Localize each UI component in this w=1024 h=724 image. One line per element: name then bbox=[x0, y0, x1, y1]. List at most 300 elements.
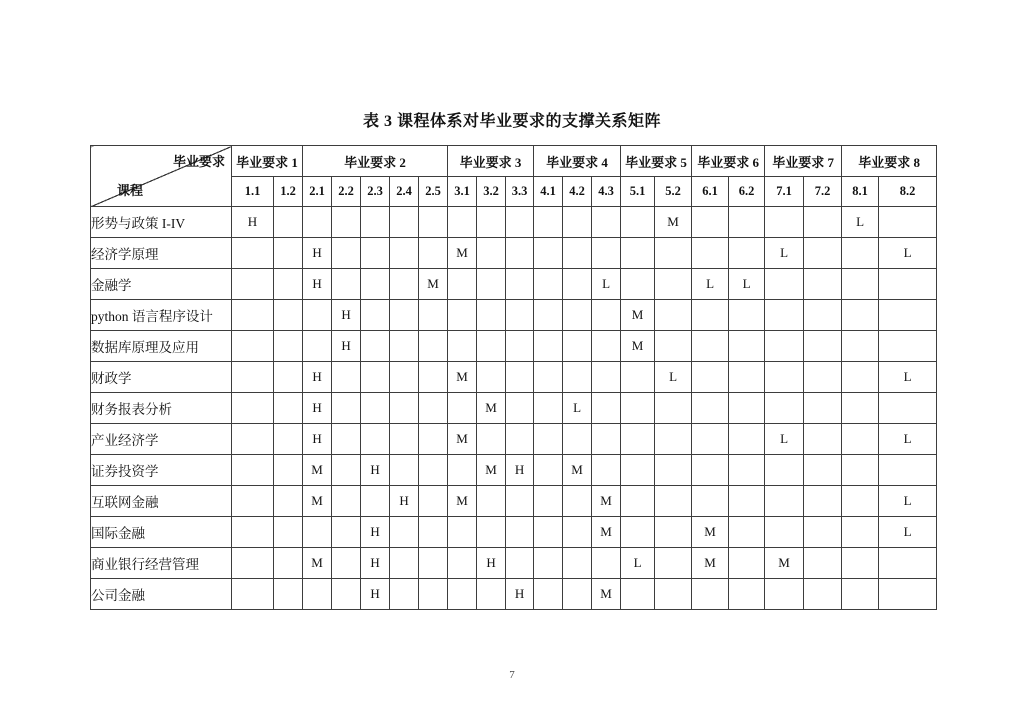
mark-cell-5.1 bbox=[621, 579, 655, 610]
group-header-7: 毕业要求 7 bbox=[765, 146, 842, 177]
mark-cell-2.4 bbox=[390, 393, 419, 424]
mark-cell-1.2 bbox=[274, 393, 303, 424]
mark-cell-4.2 bbox=[563, 517, 592, 548]
mark-cell-4.3: L bbox=[592, 269, 621, 300]
col-header-8.2: 8.2 bbox=[879, 177, 937, 207]
mark-cell-3.1: M bbox=[448, 424, 477, 455]
mark-cell-4.3 bbox=[592, 455, 621, 486]
mark-cell-3.2 bbox=[477, 424, 506, 455]
col-header-5.2: 5.2 bbox=[655, 177, 692, 207]
mark-cell-3.2 bbox=[477, 517, 506, 548]
mark-cell-1.2 bbox=[274, 517, 303, 548]
mark-cell-7.1: M bbox=[765, 548, 804, 579]
mark-cell-4.2 bbox=[563, 486, 592, 517]
mark-cell-4.1 bbox=[534, 579, 563, 610]
corner-label-course: 课程 bbox=[117, 183, 144, 198]
col-header-1.2: 1.2 bbox=[274, 177, 303, 207]
table-row bbox=[91, 579, 937, 610]
mark-cell-4.1 bbox=[534, 238, 563, 269]
mark-cell-1.2 bbox=[274, 269, 303, 300]
mark-cell-5.1: M bbox=[621, 331, 655, 362]
mark-cell-7.2 bbox=[804, 393, 842, 424]
mark-cell-7.2 bbox=[804, 362, 842, 393]
col-header-2.5: 2.5 bbox=[419, 177, 448, 207]
mark-cell-1.2 bbox=[274, 455, 303, 486]
mark-cell-1.1 bbox=[232, 331, 274, 362]
mark-cell-2.2 bbox=[332, 269, 361, 300]
mark-cell-4.1 bbox=[534, 486, 563, 517]
mark-cell-5.1: M bbox=[621, 300, 655, 331]
course-name: 数据库原理及应用 bbox=[91, 331, 232, 362]
mark-cell-4.2 bbox=[563, 207, 592, 238]
mark-cell-3.2 bbox=[477, 486, 506, 517]
mark-cell-2.3 bbox=[361, 300, 390, 331]
col-header-3.2: 3.2 bbox=[477, 177, 506, 207]
mark-cell-2.4: H bbox=[390, 486, 419, 517]
mark-cell-8.2 bbox=[879, 455, 937, 486]
group-header-6: 毕业要求 6 bbox=[692, 146, 765, 177]
mark-cell-2.1: M bbox=[303, 486, 332, 517]
mark-cell-5.1 bbox=[621, 207, 655, 238]
mark-cell-7.1 bbox=[765, 455, 804, 486]
mark-cell-2.1: H bbox=[303, 424, 332, 455]
mark-cell-8.2 bbox=[879, 300, 937, 331]
mark-cell-3.3 bbox=[506, 331, 534, 362]
group-header-1: 毕业要求 1 bbox=[232, 146, 303, 177]
mark-cell-4.3 bbox=[592, 331, 621, 362]
support-matrix-table bbox=[90, 145, 937, 610]
page-number: 7 bbox=[509, 669, 515, 681]
mark-cell-1.2 bbox=[274, 207, 303, 238]
mark-cell-1.1 bbox=[232, 486, 274, 517]
mark-cell-4.2 bbox=[563, 548, 592, 579]
table-row bbox=[91, 300, 937, 331]
mark-cell-2.3 bbox=[361, 486, 390, 517]
mark-cell-2.3 bbox=[361, 362, 390, 393]
mark-cell-8.1 bbox=[842, 362, 879, 393]
mark-cell-4.1 bbox=[534, 393, 563, 424]
mark-cell-5.2: L bbox=[655, 362, 692, 393]
mark-cell-5.2 bbox=[655, 269, 692, 300]
group-header-4: 毕业要求 4 bbox=[534, 146, 621, 177]
mark-cell-3.1 bbox=[448, 269, 477, 300]
mark-cell-8.2 bbox=[879, 393, 937, 424]
mark-cell-1.1 bbox=[232, 455, 274, 486]
mark-cell-7.2 bbox=[804, 269, 842, 300]
mark-cell-7.2 bbox=[804, 207, 842, 238]
mark-cell-3.1 bbox=[448, 300, 477, 331]
table-row bbox=[91, 362, 937, 393]
mark-cell-6.2 bbox=[729, 362, 765, 393]
mark-cell-3.1 bbox=[448, 393, 477, 424]
mark-cell-1.1 bbox=[232, 579, 274, 610]
mark-cell-3.1 bbox=[448, 455, 477, 486]
mark-cell-2.5 bbox=[419, 455, 448, 486]
mark-cell-7.2 bbox=[804, 424, 842, 455]
table-row bbox=[91, 269, 937, 300]
table-row bbox=[91, 238, 937, 269]
mark-cell-3.1 bbox=[448, 207, 477, 238]
col-header-6.2: 6.2 bbox=[729, 177, 765, 207]
mark-cell-1.2 bbox=[274, 300, 303, 331]
mark-cell-5.2 bbox=[655, 300, 692, 331]
mark-cell-2.4 bbox=[390, 455, 419, 486]
mark-cell-2.4 bbox=[390, 331, 419, 362]
course-name: 国际金融 bbox=[91, 517, 232, 548]
mark-cell-6.1 bbox=[692, 393, 729, 424]
mark-cell-2.2 bbox=[332, 424, 361, 455]
mark-cell-2.1: M bbox=[303, 548, 332, 579]
group-header-5: 毕业要求 5 bbox=[621, 146, 692, 177]
mark-cell-2.3 bbox=[361, 331, 390, 362]
mark-cell-4.1 bbox=[534, 331, 563, 362]
mark-cell-2.1 bbox=[303, 331, 332, 362]
mark-cell-2.3 bbox=[361, 424, 390, 455]
mark-cell-2.2 bbox=[332, 486, 361, 517]
mark-cell-2.2 bbox=[332, 455, 361, 486]
mark-cell-4.2 bbox=[563, 331, 592, 362]
mark-cell-2.3: H bbox=[361, 548, 390, 579]
mark-cell-3.3 bbox=[506, 548, 534, 579]
mark-cell-7.1 bbox=[765, 300, 804, 331]
mark-cell-8.2 bbox=[879, 331, 937, 362]
mark-cell-2.5 bbox=[419, 517, 448, 548]
col-header-7.1: 7.1 bbox=[765, 177, 804, 207]
mark-cell-6.1 bbox=[692, 300, 729, 331]
mark-cell-6.1 bbox=[692, 486, 729, 517]
corner-header-cell bbox=[91, 146, 232, 207]
mark-cell-7.2 bbox=[804, 300, 842, 331]
mark-cell-2.1 bbox=[303, 300, 332, 331]
mark-cell-6.2 bbox=[729, 548, 765, 579]
mark-cell-7.1: L bbox=[765, 238, 804, 269]
mark-cell-1.2 bbox=[274, 486, 303, 517]
mark-cell-3.2 bbox=[477, 238, 506, 269]
table-row bbox=[91, 486, 937, 517]
mark-cell-4.2 bbox=[563, 300, 592, 331]
mark-cell-1.2 bbox=[274, 238, 303, 269]
mark-cell-8.1 bbox=[842, 331, 879, 362]
col-header-8.1: 8.1 bbox=[842, 177, 879, 207]
mark-cell-3.3 bbox=[506, 424, 534, 455]
mark-cell-4.2 bbox=[563, 269, 592, 300]
col-header-3.1: 3.1 bbox=[448, 177, 477, 207]
mark-cell-2.3 bbox=[361, 393, 390, 424]
mark-cell-1.2 bbox=[274, 579, 303, 610]
mark-cell-3.3 bbox=[506, 517, 534, 548]
mark-cell-8.1 bbox=[842, 424, 879, 455]
mark-cell-8.1 bbox=[842, 579, 879, 610]
col-header-2.2: 2.2 bbox=[332, 177, 361, 207]
mark-cell-4.2: L bbox=[563, 393, 592, 424]
mark-cell-8.1 bbox=[842, 300, 879, 331]
course-name: 金融学 bbox=[91, 269, 232, 300]
mark-cell-6.1 bbox=[692, 207, 729, 238]
mark-cell-7.2 bbox=[804, 579, 842, 610]
mark-cell-2.3: H bbox=[361, 517, 390, 548]
corner-label-requirements: 毕业要求 bbox=[172, 154, 225, 169]
mark-cell-7.1 bbox=[765, 207, 804, 238]
mark-cell-2.1: H bbox=[303, 238, 332, 269]
mark-cell-2.5 bbox=[419, 548, 448, 579]
mark-cell-3.3 bbox=[506, 300, 534, 331]
table-row bbox=[91, 424, 937, 455]
mark-cell-5.1 bbox=[621, 424, 655, 455]
course-name: 互联网金融 bbox=[91, 486, 232, 517]
mark-cell-6.2: L bbox=[729, 269, 765, 300]
mark-cell-6.2 bbox=[729, 238, 765, 269]
mark-cell-2.5 bbox=[419, 424, 448, 455]
mark-cell-1.1 bbox=[232, 269, 274, 300]
mark-cell-2.3 bbox=[361, 269, 390, 300]
mark-cell-2.4 bbox=[390, 517, 419, 548]
mark-cell-3.2: H bbox=[477, 548, 506, 579]
mark-cell-4.2 bbox=[563, 362, 592, 393]
col-header-4.2: 4.2 bbox=[563, 177, 592, 207]
mark-cell-3.3 bbox=[506, 362, 534, 393]
mark-cell-2.4 bbox=[390, 207, 419, 238]
mark-cell-2.4 bbox=[390, 362, 419, 393]
group-header-2: 毕业要求 2 bbox=[303, 146, 448, 177]
mark-cell-2.2 bbox=[332, 238, 361, 269]
mark-cell-8.2 bbox=[879, 548, 937, 579]
mark-cell-5.2 bbox=[655, 517, 692, 548]
mark-cell-6.1: M bbox=[692, 548, 729, 579]
mark-cell-8.1 bbox=[842, 455, 879, 486]
mark-cell-3.3 bbox=[506, 486, 534, 517]
mark-cell-5.2 bbox=[655, 331, 692, 362]
mark-cell-5.2 bbox=[655, 393, 692, 424]
course-name: 形势与政策 I-IV bbox=[91, 207, 232, 238]
mark-cell-4.2 bbox=[563, 579, 592, 610]
mark-cell-8.1 bbox=[842, 486, 879, 517]
mark-cell-2.1 bbox=[303, 517, 332, 548]
col-header-6.1: 6.1 bbox=[692, 177, 729, 207]
course-name: 商业银行经营管理 bbox=[91, 548, 232, 579]
mark-cell-3.3: H bbox=[506, 455, 534, 486]
col-header-4.3: 4.3 bbox=[592, 177, 621, 207]
mark-cell-3.2 bbox=[477, 269, 506, 300]
mark-cell-2.4 bbox=[390, 238, 419, 269]
mark-cell-4.3 bbox=[592, 393, 621, 424]
mark-cell-4.3: M bbox=[592, 579, 621, 610]
mark-cell-2.5 bbox=[419, 393, 448, 424]
mark-cell-5.2 bbox=[655, 548, 692, 579]
mark-cell-2.4 bbox=[390, 548, 419, 579]
mark-cell-4.3 bbox=[592, 300, 621, 331]
col-header-2.4: 2.4 bbox=[390, 177, 419, 207]
mark-cell-2.2: H bbox=[332, 300, 361, 331]
mark-cell-3.1: M bbox=[448, 362, 477, 393]
mark-cell-1.1: H bbox=[232, 207, 274, 238]
mark-cell-4.3 bbox=[592, 362, 621, 393]
mark-cell-6.2 bbox=[729, 207, 765, 238]
mark-cell-4.3 bbox=[592, 424, 621, 455]
mark-cell-2.2: H bbox=[332, 331, 361, 362]
mark-cell-7.1 bbox=[765, 517, 804, 548]
table-row bbox=[91, 455, 937, 486]
mark-cell-8.1 bbox=[842, 517, 879, 548]
mark-cell-6.2 bbox=[729, 300, 765, 331]
table-title: 表 3 课程体系对毕业要求的支撑关系矩阵 bbox=[362, 113, 661, 130]
mark-cell-2.5 bbox=[419, 238, 448, 269]
mark-cell-4.3 bbox=[592, 207, 621, 238]
col-header-4.1: 4.1 bbox=[534, 177, 563, 207]
table-row bbox=[91, 207, 937, 238]
mark-cell-6.2 bbox=[729, 424, 765, 455]
col-header-7.2: 7.2 bbox=[804, 177, 842, 207]
mark-cell-3.2 bbox=[477, 362, 506, 393]
mark-cell-6.2 bbox=[729, 579, 765, 610]
table-row bbox=[91, 548, 937, 579]
mark-cell-2.5 bbox=[419, 331, 448, 362]
mark-cell-2.5 bbox=[419, 579, 448, 610]
mark-cell-7.1 bbox=[765, 579, 804, 610]
mark-cell-8.2 bbox=[879, 269, 937, 300]
col-header-2.1: 2.1 bbox=[303, 177, 332, 207]
mark-cell-2.3: H bbox=[361, 579, 390, 610]
mark-cell-8.2 bbox=[879, 579, 937, 610]
mark-cell-1.1 bbox=[232, 362, 274, 393]
mark-cell-2.4 bbox=[390, 300, 419, 331]
mark-cell-4.1 bbox=[534, 548, 563, 579]
mark-cell-2.1: H bbox=[303, 269, 332, 300]
mark-cell-5.1 bbox=[621, 269, 655, 300]
mark-cell-3.2 bbox=[477, 300, 506, 331]
mark-cell-5.1 bbox=[621, 393, 655, 424]
mark-cell-1.1 bbox=[232, 300, 274, 331]
mark-cell-7.1 bbox=[765, 393, 804, 424]
mark-cell-1.2 bbox=[274, 424, 303, 455]
mark-cell-6.2 bbox=[729, 486, 765, 517]
mark-cell-2.5 bbox=[419, 362, 448, 393]
mark-cell-7.2 bbox=[804, 455, 842, 486]
course-name: 财务报表分析 bbox=[91, 393, 232, 424]
mark-cell-5.2 bbox=[655, 486, 692, 517]
mark-cell-4.1 bbox=[534, 424, 563, 455]
mark-cell-2.4 bbox=[390, 579, 419, 610]
mark-cell-5.2 bbox=[655, 238, 692, 269]
mark-cell-6.1 bbox=[692, 579, 729, 610]
mark-cell-2.5 bbox=[419, 486, 448, 517]
mark-cell-8.1: L bbox=[842, 207, 879, 238]
mark-cell-2.1: H bbox=[303, 362, 332, 393]
col-header-2.3: 2.3 bbox=[361, 177, 390, 207]
mark-cell-5.2 bbox=[655, 424, 692, 455]
mark-cell-4.3: M bbox=[592, 517, 621, 548]
col-header-1.1: 1.1 bbox=[232, 177, 274, 207]
mark-cell-2.5: M bbox=[419, 269, 448, 300]
mark-cell-7.1: L bbox=[765, 424, 804, 455]
mark-cell-4.1 bbox=[534, 517, 563, 548]
mark-cell-8.1 bbox=[842, 548, 879, 579]
mark-cell-8.2: L bbox=[879, 238, 937, 269]
course-name: 公司金融 bbox=[91, 579, 232, 610]
mark-cell-5.2: M bbox=[655, 207, 692, 238]
mark-cell-6.2 bbox=[729, 331, 765, 362]
mark-cell-3.2 bbox=[477, 207, 506, 238]
mark-cell-2.1: M bbox=[303, 455, 332, 486]
mark-cell-3.1 bbox=[448, 548, 477, 579]
mark-cell-6.1: M bbox=[692, 517, 729, 548]
mark-cell-8.1 bbox=[842, 393, 879, 424]
mark-cell-7.1 bbox=[765, 269, 804, 300]
mark-cell-7.1 bbox=[765, 331, 804, 362]
mark-cell-3.2: M bbox=[477, 455, 506, 486]
mark-cell-6.2 bbox=[729, 393, 765, 424]
mark-cell-3.1 bbox=[448, 579, 477, 610]
mark-cell-3.2 bbox=[477, 579, 506, 610]
course-name: 证券投资学 bbox=[91, 455, 232, 486]
mark-cell-6.1 bbox=[692, 424, 729, 455]
mark-cell-4.1 bbox=[534, 455, 563, 486]
mark-cell-8.2: L bbox=[879, 362, 937, 393]
mark-cell-6.1 bbox=[692, 331, 729, 362]
mark-cell-2.3: H bbox=[361, 455, 390, 486]
mark-cell-8.1 bbox=[842, 269, 879, 300]
mark-cell-1.1 bbox=[232, 548, 274, 579]
mark-cell-1.1 bbox=[232, 424, 274, 455]
mark-cell-4.1 bbox=[534, 207, 563, 238]
mark-cell-3.3 bbox=[506, 238, 534, 269]
mark-cell-6.1 bbox=[692, 362, 729, 393]
mark-cell-1.2 bbox=[274, 548, 303, 579]
group-header-8: 毕业要求 8 bbox=[842, 146, 937, 177]
table-row bbox=[91, 331, 937, 362]
mark-cell-3.3 bbox=[506, 393, 534, 424]
mark-cell-2.1 bbox=[303, 207, 332, 238]
mark-cell-2.2 bbox=[332, 579, 361, 610]
mark-cell-5.1 bbox=[621, 517, 655, 548]
mark-cell-3.1 bbox=[448, 517, 477, 548]
table-row bbox=[91, 517, 937, 548]
mark-cell-4.1 bbox=[534, 362, 563, 393]
mark-cell-8.2 bbox=[879, 207, 937, 238]
mark-cell-1.1 bbox=[232, 238, 274, 269]
mark-cell-2.2 bbox=[332, 207, 361, 238]
mark-cell-3.1: M bbox=[448, 486, 477, 517]
course-name: python 语言程序设计 bbox=[91, 300, 232, 331]
mark-cell-2.2 bbox=[332, 393, 361, 424]
mark-cell-5.2 bbox=[655, 455, 692, 486]
mark-cell-3.2 bbox=[477, 331, 506, 362]
mark-cell-5.2 bbox=[655, 579, 692, 610]
mark-cell-4.1 bbox=[534, 269, 563, 300]
mark-cell-2.1: H bbox=[303, 393, 332, 424]
mark-cell-6.2 bbox=[729, 517, 765, 548]
mark-cell-5.1 bbox=[621, 486, 655, 517]
course-name: 产业经济学 bbox=[91, 424, 232, 455]
mark-cell-4.1 bbox=[534, 300, 563, 331]
mark-cell-2.4 bbox=[390, 269, 419, 300]
mark-cell-2.5 bbox=[419, 300, 448, 331]
mark-cell-7.2 bbox=[804, 331, 842, 362]
mark-cell-4.3: M bbox=[592, 486, 621, 517]
mark-cell-7.2 bbox=[804, 517, 842, 548]
mark-cell-2.3 bbox=[361, 238, 390, 269]
mark-cell-7.2 bbox=[804, 238, 842, 269]
mark-cell-5.1: L bbox=[621, 548, 655, 579]
group-header-row bbox=[91, 146, 937, 177]
mark-cell-3.1 bbox=[448, 331, 477, 362]
mark-cell-4.3 bbox=[592, 548, 621, 579]
mark-cell-5.1 bbox=[621, 238, 655, 269]
mark-cell-6.2 bbox=[729, 455, 765, 486]
col-header-5.1: 5.1 bbox=[621, 177, 655, 207]
mark-cell-4.3 bbox=[592, 238, 621, 269]
mark-cell-4.2 bbox=[563, 238, 592, 269]
mark-cell-3.2: M bbox=[477, 393, 506, 424]
